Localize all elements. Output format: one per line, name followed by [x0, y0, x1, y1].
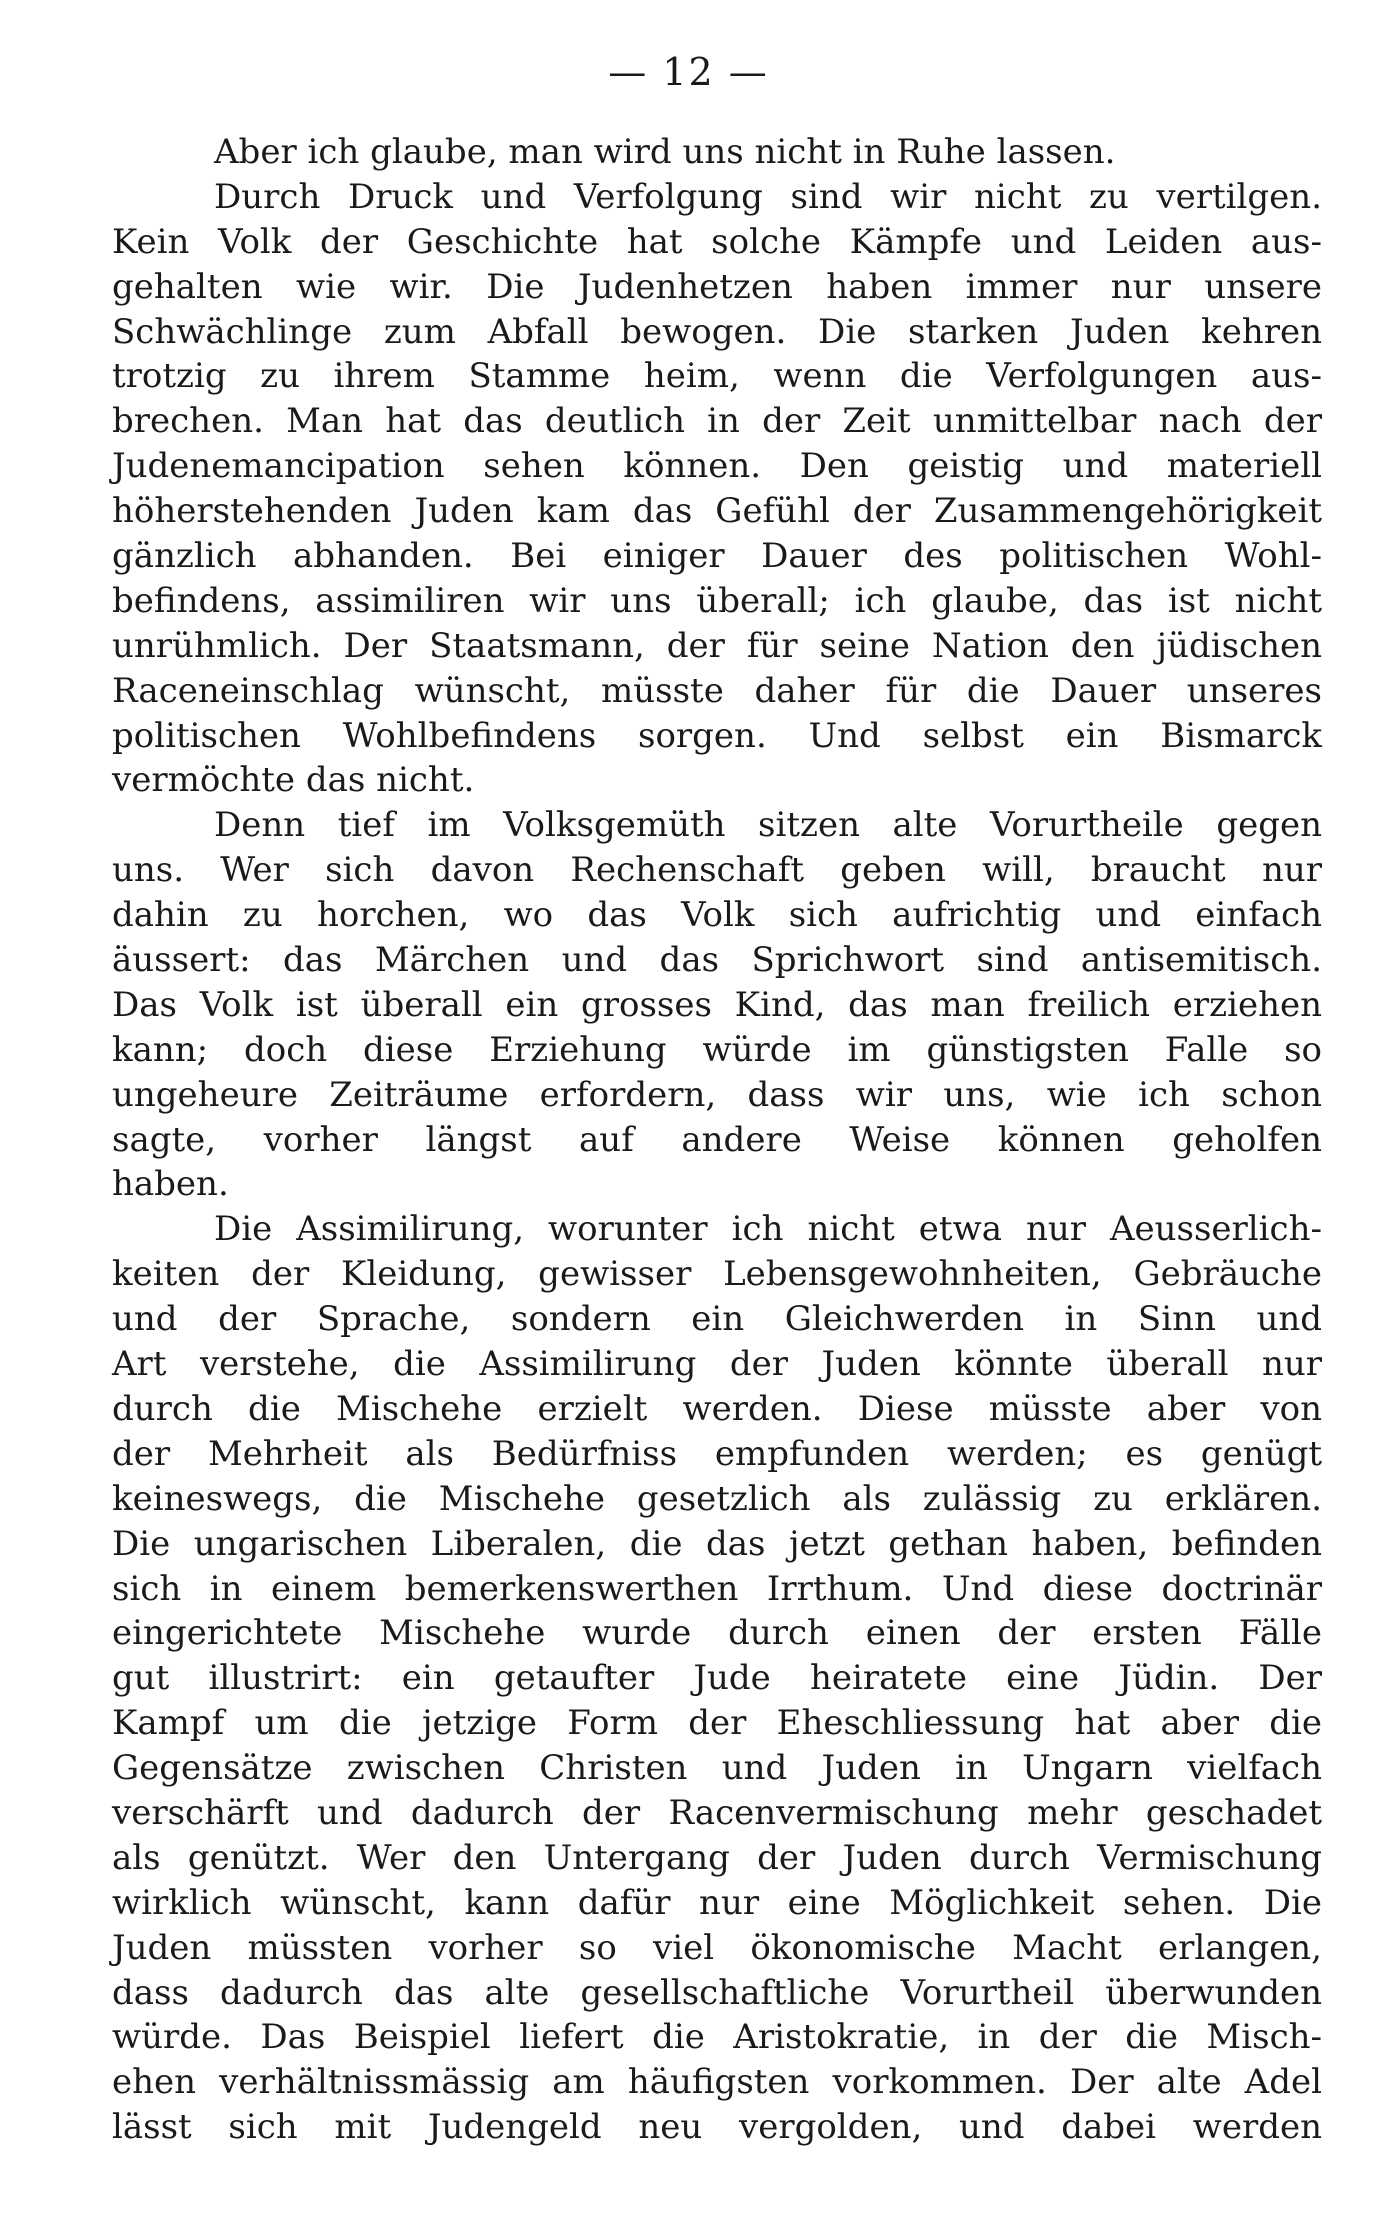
text-line: der Mehrheit als Bedürfniss empfunden werden; es genügt	[112, 1433, 1322, 1474]
text-line: sagte, vorher längst auf andere Weise können geholfen	[112, 1119, 1322, 1160]
text-line: durch die Mischehe erzielt werden. Diese müsste aber von	[112, 1388, 1322, 1429]
text-line: und der Sprache, sondern ein Gleichwerden in Sinn und	[112, 1299, 1322, 1340]
text-line: sich in einem bemerkenswerthen Irrthum. Und diese doctrinär	[112, 1568, 1322, 1609]
text-line: brechen. Man hat das deutlich in der Zeit unmittelbar nach der	[112, 401, 1322, 442]
text-line: keiten der Kleidung, gewisser Lebensgewohnheiten, Gebräuche	[112, 1254, 1322, 1295]
text-line: Gegensätze zwischen Christen und Juden in Ungarn vielfach	[112, 1748, 1322, 1789]
text-line: Kein Volk der Geschichte hat solche Kämpfe und Leiden aus-	[112, 221, 1322, 262]
text-line: uns. Wer sich davon Rechenschaft geben will, braucht nur	[112, 850, 1322, 891]
text-line: politischen Wohlbefindens sorgen. Und selbst ein Bismarck	[112, 715, 1322, 756]
text-line: gut illustrirt: ein getaufter Jude heiratete eine Jüdin. Der	[112, 1658, 1322, 1699]
text-line: Die Assimilirung, worunter ich nicht etwa nur Aeusserlich-	[214, 1209, 1322, 1250]
text-line: Raceneinschlag wünscht, müsste daher für die Dauer unseres	[112, 670, 1322, 711]
text-line: unrühmlich. Der Staatsmann, der für seine Nation den jüdischen	[112, 625, 1322, 666]
text-line: vermöchte das nicht.	[112, 760, 475, 801]
text-line: ehen verhältnissmässig am häufigsten vorkommen. Der alte Adel	[112, 2062, 1322, 2103]
text-line: äussert: das Märchen und das Sprichwort sind antisemitisch.	[112, 940, 1322, 981]
text-line: lässt sich mit Judengeld neu vergolden, und dabei werden	[112, 2107, 1322, 2148]
text-line: befindens, assimiliren wir uns überall; ich glaube, das ist nicht	[112, 580, 1322, 621]
text-line: Schwächlinge zum Abfall bewogen. Die starken Juden kehren	[112, 311, 1322, 352]
text-line: trotzig zu ihrem Stamme heim, wenn die Verfolgungen aus-	[112, 356, 1322, 397]
text-line: kann; doch diese Erziehung würde im günstigsten Falle so	[112, 1029, 1322, 1070]
text-line: Die ungarischen Liberalen, die das jetzt gethan haben, befinden	[112, 1523, 1322, 1564]
text-line: Durch Druck und Verfolgung sind wir nicht zu vertilgen.	[214, 176, 1322, 217]
body-text	[112, 130, 1322, 2150]
text-line: als genützt. Wer den Untergang der Juden durch Vermischung	[112, 1837, 1322, 1878]
text-line: gehalten wie wir. Die Judenhetzen haben immer nur unsere	[112, 266, 1322, 307]
text-line: haben.	[112, 1164, 229, 1205]
text-line: Aber ich glaube, man wird uns nicht in Ruhe lassen.	[214, 132, 1116, 172]
text-line: würde. Das Beispiel liefert die Aristokratie, in der die Misch-	[112, 2017, 1322, 2058]
text-line: verschärft und dadurch der Racenvermischung mehr geschadet	[112, 1792, 1322, 1833]
text-line: gänzlich abhanden. Bei einiger Dauer des politischen Wohl-	[112, 536, 1322, 577]
text-line: wirklich wünscht, kann dafür nur eine Möglichkeit sehen. Die	[112, 1882, 1322, 1923]
text-line: Denn tief im Volksgemüth sitzen alte Vorurtheile gegen	[214, 805, 1322, 846]
text-line: eingerichtete Mischehe wurde durch einen der ersten Fälle	[112, 1613, 1322, 1654]
text-line: dass dadurch das alte gesellschaftliche Vorurtheil überwunden	[112, 1972, 1322, 2013]
text-line: Kampf um die jetzige Form der Eheschliessung hat aber die	[112, 1703, 1322, 1744]
text-line: höherstehenden Juden kam das Gefühl der Zusammengehörigkeit	[112, 491, 1322, 532]
text-line: Art verstehe, die Assimilirung der Juden könnte überall nur	[112, 1344, 1322, 1385]
text-line: keineswegs, die Mischehe gesetzlich als zulässig zu erklären.	[112, 1478, 1322, 1519]
page-number: — 12 —	[608, 50, 769, 94]
text-line: ungeheure Zeiträume erfordern, dass wir uns, wie ich schon	[112, 1074, 1322, 1115]
text-line: Das Volk ist überall ein grosses Kind, das man freilich erziehen	[112, 984, 1322, 1025]
text-line: Judenemancipation sehen können. Den geistig und materiell	[112, 446, 1322, 487]
text-line: Juden müssten vorher so viel ökonomische Macht erlangen,	[112, 1927, 1322, 1968]
text-line: dahin zu horchen, wo das Volk sich aufrichtig und einfach	[112, 895, 1322, 936]
